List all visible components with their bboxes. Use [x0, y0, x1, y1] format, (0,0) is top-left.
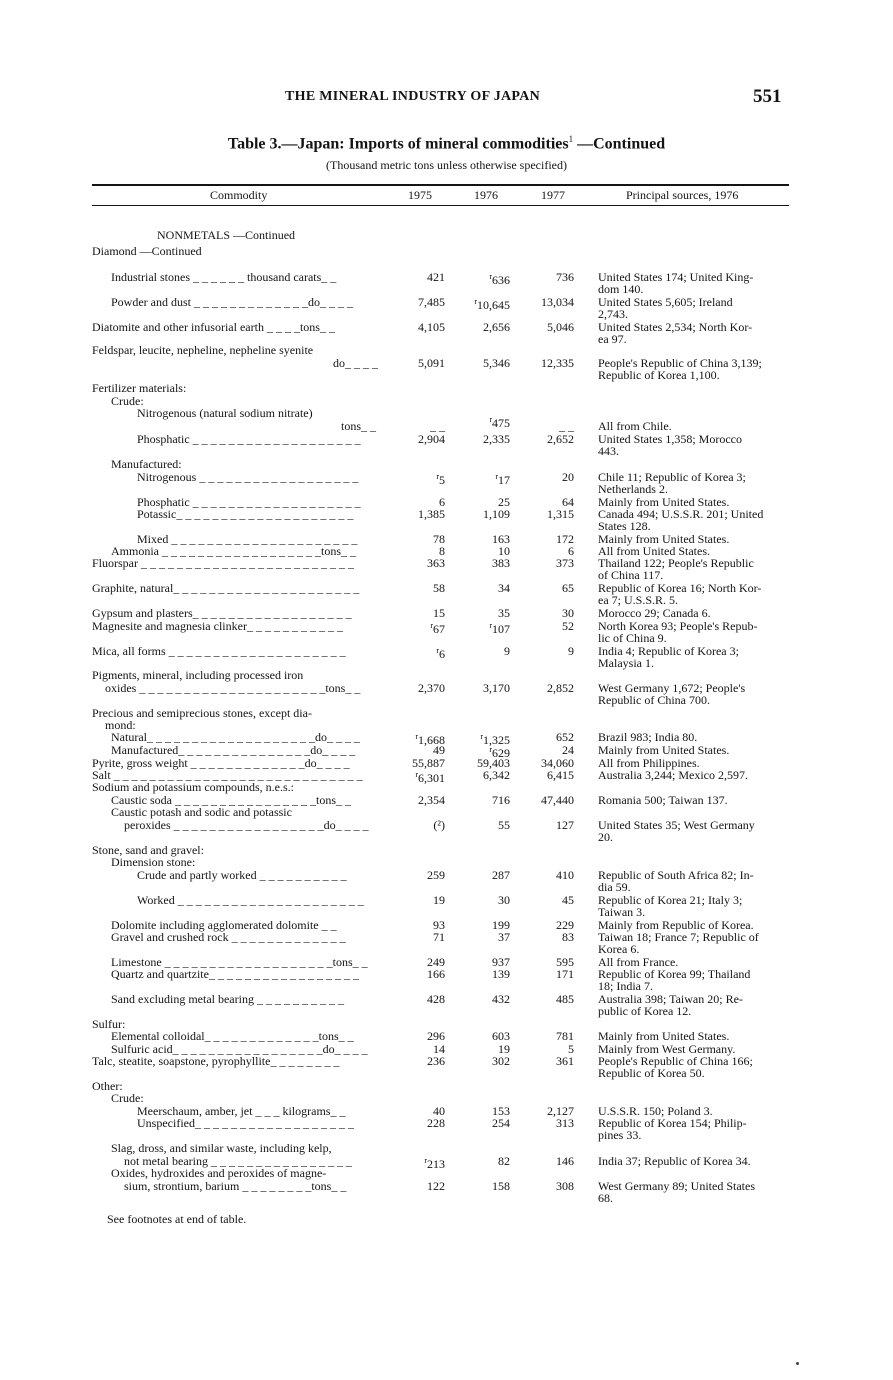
- value-1975: 363: [427, 556, 445, 570]
- principal-sources: pines 33.: [598, 1128, 642, 1142]
- table-row: [0, 805, 893, 819]
- value-1976: 5,346: [483, 356, 510, 370]
- table-row: [0, 343, 893, 357]
- value-1975: $^r$1,668: [415, 732, 445, 747]
- commodity-label: Phosphatic _ _ _ _ _ _ _ _ _ _ _ _ _ _ _ _ _ _ _: [137, 432, 361, 446]
- principal-sources: 20.: [598, 830, 613, 844]
- principal-sources: 68.: [598, 1191, 613, 1205]
- value-1976: 59,403: [477, 756, 510, 770]
- principal-sources: All from United States.: [598, 544, 710, 558]
- revised-mark: r: [480, 732, 483, 741]
- column-header-1975: 1975: [408, 188, 432, 202]
- principal-sources: Korea 6.: [598, 942, 640, 956]
- principal-sources: Mainly from United States.: [598, 495, 730, 509]
- value-1977: 6,415: [547, 768, 574, 782]
- principal-sources: India 4; Republic of Korea 3;: [598, 644, 739, 658]
- value-1977: 313: [556, 1116, 574, 1130]
- value-1975: 249: [427, 955, 445, 969]
- commodity-label: do_ _ _ _: [333, 356, 378, 370]
- principal-sources: All from France.: [598, 955, 679, 969]
- column-header-1976: 1976: [474, 188, 498, 202]
- revised-mark: r: [495, 472, 498, 481]
- commodity-label: Potassic_ _ _ _ _ _ _ _ _ _ _ _ _ _ _ _ _ _ _ _: [137, 507, 354, 521]
- revised-mark: r: [415, 770, 418, 779]
- principal-sources: dom 140.: [598, 282, 644, 296]
- value-1975: 259: [427, 868, 445, 882]
- commodity-label: Phosphatic _ _ _ _ _ _ _ _ _ _ _ _ _ _ _ _ _ _ _: [137, 495, 361, 509]
- commodity-label: Gravel and crushed rock _ _ _ _ _ _ _ _ _ _ _ _ _: [111, 930, 346, 944]
- commodity-label: Elemental colloidal_ _ _ _ _ _ _ _ _ _ _ _ _tons_ _: [111, 1029, 354, 1043]
- value-1976: 9: [504, 644, 510, 658]
- commodity-label: Natural_ _ _ _ _ _ _ _ _ _ _ _ _ _ _ _ _ _ _do_ _ _ _: [111, 730, 360, 744]
- table-row: [0, 1141, 893, 1155]
- value-1977: 45: [562, 893, 574, 907]
- value-1976: 163: [492, 532, 510, 546]
- table-row: [0, 830, 893, 844]
- value-1977: 485: [556, 992, 574, 1006]
- table-title-suffix: —Continued: [573, 135, 666, 153]
- principal-sources: Republic of Korea 99; Thailand: [598, 967, 751, 981]
- commodity-label: Manufactured:: [111, 457, 182, 471]
- commodity-label: Graphite, natural_ _ _ _ _ _ _ _ _ _ _ _ _ _ _ _ _ _ _ _ _: [92, 581, 360, 595]
- value-1977: 5,046: [547, 320, 574, 334]
- value-1976: 302: [492, 1054, 510, 1068]
- commodity-label: Ammonia _ _ _ _ _ _ _ _ _ _ _ _ _ _ _ _ _ _tons_ _: [111, 544, 356, 558]
- value-1976: 25: [498, 495, 510, 509]
- value-1976: 937: [492, 955, 510, 969]
- table-row: [0, 1029, 893, 1043]
- commodity-label: Unspecified_ _ _ _ _ _ _ _ _ _ _ _ _ _ _ _ _ _: [137, 1116, 354, 1130]
- commodity-label: Caustic soda _ _ _ _ _ _ _ _ _ _ _ _ _ _ _ _tons_ _: [111, 793, 351, 807]
- table-row: [0, 228, 893, 242]
- value-1977: 2,852: [547, 681, 574, 695]
- commodity-label: Diatomite and other infusorial earth _ _ _ _tons_ _: [92, 320, 335, 334]
- principal-sources: Canada 494; U.S.S.R. 201; United: [598, 507, 764, 521]
- value-1975: 421: [427, 270, 445, 284]
- principal-sources: Mainly from United States.: [598, 743, 730, 757]
- value-1977: 65: [562, 581, 574, 595]
- principal-sources: Republic of Korea 154; Philip-: [598, 1116, 747, 1130]
- value-1977: 736: [556, 270, 574, 284]
- value-1977: 595: [556, 955, 574, 969]
- value-1977: 361: [556, 1054, 574, 1068]
- value-1976: 37: [498, 930, 510, 944]
- value-1975: 7,485: [418, 295, 445, 309]
- value-1975: 166: [427, 967, 445, 981]
- commodity-label: Feldspar, leucite, nepheline, nepheline syenite: [92, 343, 314, 357]
- table-row: [0, 307, 893, 321]
- commodity-label: Industrial stones _ _ _ _ _ _ thousand carats_ _: [111, 270, 337, 284]
- revised-mark: r: [474, 297, 477, 306]
- principal-sources: Mainly from United States.: [598, 1029, 730, 1043]
- principal-sources: Thailand 122; People's Republic: [598, 556, 754, 570]
- footnote-reference: See footnotes at end of table.: [107, 1212, 247, 1226]
- value-1977: 2,127: [547, 1104, 574, 1118]
- principal-sources: of China 117.: [598, 568, 664, 582]
- value-1975: $^r$6,301: [415, 770, 445, 785]
- principal-sources: Republic of Korea 21; Italy 3;: [598, 893, 743, 907]
- value-1976: 383: [492, 556, 510, 570]
- table-row: [0, 855, 893, 869]
- table-row: [0, 743, 893, 760]
- value-1976: $^r$636: [489, 272, 510, 287]
- principal-sources: Brazil 983; India 80.: [598, 730, 698, 744]
- value-1977: 373: [556, 556, 574, 570]
- principal-sources: public of Korea 12.: [598, 1004, 692, 1018]
- revised-mark: r: [436, 646, 439, 655]
- principal-sources: 443.: [598, 444, 619, 458]
- table-row: [0, 1128, 893, 1142]
- value-1977: 2,652: [547, 432, 574, 446]
- value-1976: 3,170: [483, 681, 510, 695]
- value-1975: $^r$5: [436, 472, 445, 487]
- table-row: [0, 1191, 893, 1205]
- value-1975: 40: [433, 1104, 445, 1118]
- principal-sources: Australia 3,244; Mexico 2,597.: [598, 768, 748, 782]
- value-1976: 30: [498, 893, 510, 907]
- value-1975: 428: [427, 992, 445, 1006]
- commodity-label: Nitrogenous (natural sodium nitrate): [137, 406, 313, 420]
- value-1975: 14: [433, 1042, 445, 1056]
- value-1976: 716: [492, 793, 510, 807]
- commodity-label: Stone, sand and gravel:: [92, 843, 204, 857]
- scan-speck: [796, 1362, 799, 1365]
- value-1977: 171: [556, 967, 574, 981]
- principal-sources: ea 97.: [598, 332, 627, 346]
- value-1975: 228: [427, 1116, 445, 1130]
- revised-mark: r: [436, 472, 439, 481]
- principal-sources: Republic of South Africa 82; In-: [598, 868, 754, 882]
- value-1977: 13,034: [541, 295, 574, 309]
- revised-mark: r: [415, 732, 418, 741]
- revised-mark: r: [489, 415, 492, 424]
- table-row: [0, 880, 893, 894]
- value-1976: $^r$1,325: [480, 732, 510, 747]
- principal-sources: North Korea 93; People's Repub-: [598, 619, 758, 633]
- commodity-label: Crude and partly worked _ _ _ _ _ _ _ _ _ _: [137, 868, 347, 882]
- commodity-label: peroxides _ _ _ _ _ _ _ _ _ _ _ _ _ _ _ _ _do_ _ _ _: [124, 818, 369, 832]
- table-row: [0, 606, 893, 620]
- principal-sources: ea 7; U.S.S.R. 5.: [598, 593, 679, 607]
- value-1975: 2,370: [418, 681, 445, 695]
- value-1976: $^r$629: [489, 745, 510, 760]
- value-1977: 12,335: [541, 356, 574, 370]
- value-1976: $^r$10,645: [474, 297, 510, 312]
- value-1976: 2,656: [483, 320, 510, 334]
- commodity-label: Precious and semiprecious stones, except dia-: [92, 706, 312, 720]
- value-1976: 139: [492, 967, 510, 981]
- value-1975: 49: [433, 743, 445, 757]
- value-1976: 10: [498, 544, 510, 558]
- value-1976: 254: [492, 1116, 510, 1130]
- table-row: [0, 1066, 893, 1080]
- value-1975: 8: [439, 544, 445, 558]
- principal-sources: West Germany 1,672; People's: [598, 681, 746, 695]
- principal-sources: People's Republic of China 166;: [598, 1054, 753, 1068]
- table-row: [0, 244, 893, 258]
- principal-sources: 2,743.: [598, 307, 628, 321]
- principal-sources: United States 5,605; Ireland: [598, 295, 733, 309]
- commodity-label: tons_ _: [341, 419, 377, 433]
- commodity-label: Quartz and quartzite_ _ _ _ _ _ _ _ _ _ _ _ _ _ _ _ _: [111, 967, 359, 981]
- table-row: [0, 457, 893, 471]
- commodity-label: Mica, all forms _ _ _ _ _ _ _ _ _ _ _ _ _ _ _ _ _ _ _ _: [92, 644, 346, 658]
- commodity-label: Sulfuric acid_ _ _ _ _ _ _ _ _ _ _ _ _ _ _ _ _do_ _ _ _: [111, 1042, 368, 1056]
- value-1977: 229: [556, 918, 574, 932]
- value-1975: 78: [433, 532, 445, 546]
- principal-sources: United States 2,534; North Kor-: [598, 320, 753, 334]
- principal-sources: All from Philippines.: [598, 756, 700, 770]
- principal-sources: Mainly from Republic of Korea.: [598, 918, 754, 932]
- commodity-label: Mixed _ _ _ _ _ _ _ _ _ _ _ _ _ _ _ _ _ _ _ _ _: [137, 532, 358, 546]
- commodity-label: Crude:: [111, 1091, 144, 1105]
- table-subtitle: (Thousand metric tons unless otherwise specified): [326, 158, 567, 172]
- value-1976: 19: [498, 1042, 510, 1056]
- value-1975: 2,904: [418, 432, 445, 446]
- revised-mark: r: [489, 272, 492, 281]
- value-1976: 1,109: [483, 507, 510, 521]
- commodity-label: Magnesite and magnesia clinker_ _ _ _ _ _ _ _ _ _ _: [92, 619, 343, 633]
- value-1977: 52: [562, 619, 574, 633]
- commodity-label: Manufactured_ _ _ _ _ _ _ _ _ _ _ _ _ _ _do_ _ _ _: [111, 743, 356, 757]
- value-1977: 47,440: [541, 793, 574, 807]
- commodity-label: Crude:: [111, 394, 144, 408]
- table-row: [0, 668, 893, 682]
- value-1975: 122: [427, 1179, 445, 1193]
- commodity-label: Fertilizer materials:: [92, 381, 187, 395]
- value-1976: 603: [492, 1029, 510, 1043]
- value-1975: 19: [433, 893, 445, 907]
- value-1976: 2,335: [483, 432, 510, 446]
- principal-sources: Taiwan 18; France 7; Republic of: [598, 930, 759, 944]
- commodity-label: Diamond —Continued: [92, 244, 202, 258]
- commodity-label: not metal bearing _ _ _ _ _ _ _ _ _ _ _ _ _ _ _ _: [124, 1154, 352, 1168]
- commodity-label: Other:: [92, 1079, 123, 1093]
- principal-sources: Republic of China 700.: [598, 693, 710, 707]
- value-1976: 55: [498, 818, 510, 832]
- table-row: [0, 631, 893, 645]
- principal-sources: Republic of Korea 1,100.: [598, 368, 720, 382]
- value-1977: 34,060: [541, 756, 574, 770]
- principal-sources: People's Republic of China 3,139;: [598, 356, 762, 370]
- column-header-sources: Principal sources, 1976: [626, 188, 739, 202]
- principal-sources: Morocco 29; Canada 6.: [598, 606, 711, 620]
- principal-sources: dia 59.: [598, 880, 631, 894]
- value-1976: $^r$107: [489, 621, 510, 636]
- table-row: [0, 519, 893, 533]
- revised-mark: r: [430, 621, 433, 630]
- table-row: [0, 1004, 893, 1018]
- table-row: [0, 1166, 893, 1180]
- value-1976: 158: [492, 1179, 510, 1193]
- value-1976: 6,342: [483, 768, 510, 782]
- principal-sources: Chile 11; Republic of Korea 3;: [598, 470, 746, 484]
- value-1977: 410: [556, 868, 574, 882]
- revised-mark: r: [489, 745, 492, 754]
- revised-mark: r: [424, 1156, 427, 1165]
- value-1975: 6: [439, 495, 445, 509]
- value-1976: 199: [492, 918, 510, 932]
- principal-sources: Republic of Korea 16; North Kor-: [598, 581, 762, 595]
- value-1977: _ _: [559, 419, 574, 433]
- commodity-label: Sand excluding metal bearing _ _ _ _ _ _ _ _ _ _: [111, 992, 344, 1006]
- principal-sources: United States 35; West Germany: [598, 818, 755, 832]
- principal-sources: U.S.S.R. 150; Poland 3.: [598, 1104, 713, 1118]
- commodity-label: Oxides, hydroxides and peroxides of magne-: [111, 1166, 327, 1180]
- value-1975: 71: [433, 930, 445, 944]
- value-1975: 296: [427, 1029, 445, 1043]
- table-row: [0, 693, 893, 707]
- commodity-label: Pigments, mineral, including processed iron: [92, 668, 304, 682]
- commodity-label: Worked _ _ _ _ _ _ _ _ _ _ _ _ _ _ _ _ _ _ _ _ _: [137, 893, 364, 907]
- principal-sources: United States 1,358; Morocco: [598, 432, 742, 446]
- principal-sources: 18; India 7.: [598, 979, 653, 993]
- table-row: [0, 1091, 893, 1105]
- commodity-label: Salt _ _ _ _ _ _ _ _ _ _ _ _ _ _ _ _ _ _ _ _ _ _ _ _ _ _ _ _: [92, 768, 363, 782]
- principal-sources: India 37; Republic of Korea 34.: [598, 1154, 751, 1168]
- principal-sources: lic of China 9.: [598, 631, 667, 645]
- table-row: [0, 282, 893, 296]
- principal-sources: Mainly from West Germany.: [598, 1042, 736, 1056]
- commodity-label: Sulfur:: [92, 1017, 126, 1031]
- value-1976: 287: [492, 868, 510, 882]
- value-1976: 82: [498, 1154, 510, 1168]
- commodity-label: Caustic potash and sodic and potassic: [111, 805, 292, 819]
- principal-sources: Romania 500; Taiwan 137.: [598, 793, 728, 807]
- running-title: THE MINERAL INDUSTRY OF JAPAN: [285, 89, 541, 104]
- table-row: [0, 942, 893, 956]
- commodity-label: Pyrite, gross weight _ _ _ _ _ _ _ _ _ _ _ _ _do_ _ _ _: [92, 756, 350, 770]
- principal-sources: Taiwan 3.: [598, 905, 646, 919]
- value-1977: 172: [556, 532, 574, 546]
- value-1975: $^r$67: [430, 621, 445, 636]
- table-row: [0, 444, 893, 458]
- principal-sources: United States 174; United King-: [598, 270, 754, 284]
- principal-sources: States 128.: [598, 519, 651, 533]
- table-row: [0, 730, 893, 747]
- value-1975: (²): [433, 818, 445, 832]
- commodity-label: NONMETALS —Continued: [157, 228, 296, 242]
- table-title-footnote-mark: 1: [568, 134, 574, 144]
- value-1976: 432: [492, 992, 510, 1006]
- value-1975: 2,354: [418, 793, 445, 807]
- value-1976: $^r$17: [495, 472, 510, 487]
- value-1977: 781: [556, 1029, 574, 1043]
- value-1976: 34: [498, 581, 510, 595]
- value-1975: _ _: [430, 419, 445, 433]
- value-1976: 35: [498, 606, 510, 620]
- value-1975: $^r$6: [436, 646, 445, 661]
- value-1977: 146: [556, 1154, 574, 1168]
- page-number: 551: [753, 86, 782, 107]
- commodity-label: Sodium and potassium compounds, n.e.s.:: [92, 780, 294, 794]
- value-1975: 55,887: [412, 756, 445, 770]
- value-1977: 20: [562, 470, 574, 484]
- value-1977: 64: [562, 495, 574, 509]
- principal-sources: Mainly from United States.: [598, 532, 730, 546]
- table-row: [0, 568, 893, 582]
- column-header-1977: 1977: [541, 188, 565, 202]
- principal-sources: Republic of Korea 50.: [598, 1066, 705, 1080]
- value-1975: 1,385: [418, 507, 445, 521]
- value-1975: 5,091: [418, 356, 445, 370]
- commodity-label: Limestone _ _ _ _ _ _ _ _ _ _ _ _ _ _ _ _ _ _ _tons_ _: [111, 955, 368, 969]
- revised-mark: r: [489, 621, 492, 630]
- table-row: [0, 593, 893, 607]
- principal-sources: Netherlands 2.: [598, 482, 668, 496]
- principal-sources: Malaysia 1.: [598, 656, 654, 670]
- value-1975: 15: [433, 606, 445, 620]
- commodity-label: mond:: [105, 718, 136, 732]
- table-row: [0, 780, 893, 794]
- value-1977: 308: [556, 1179, 574, 1193]
- value-1977: 127: [556, 818, 574, 832]
- value-1976: $^r$475: [489, 415, 510, 430]
- commodity-label: Nitrogenous _ _ _ _ _ _ _ _ _ _ _ _ _ _ _ _ _ _: [137, 470, 359, 484]
- commodity-label: Dimension stone:: [111, 855, 196, 869]
- value-1975: 58: [433, 581, 445, 595]
- table-row: [0, 979, 893, 993]
- value-1977: 9: [568, 644, 574, 658]
- principal-sources: All from Chile.: [598, 419, 672, 433]
- table-row: [0, 413, 893, 430]
- table-row: [0, 368, 893, 382]
- principal-sources: Australia 398; Taiwan 20; Re-: [598, 992, 743, 1006]
- value-1975: 236: [427, 1054, 445, 1068]
- commodity-label: Talc, steatite, soapstone, pyrophyllite_ _ _ _ _ _ _ _: [92, 1054, 340, 1068]
- value-1976: 153: [492, 1104, 510, 1118]
- value-1977: 1,315: [547, 507, 574, 521]
- value-1975: 93: [433, 918, 445, 932]
- value-1977: 5: [568, 1042, 574, 1056]
- value-1977: 83: [562, 930, 574, 944]
- table-row: [0, 381, 893, 395]
- value-1977: 652: [556, 730, 574, 744]
- commodity-label: Fluorspar _ _ _ _ _ _ _ _ _ _ _ _ _ _ _ _ _ _ _ _ _ _ _ _: [92, 556, 354, 570]
- commodity-label: Meerschaum, amber, jet _ _ _ kilograms_ _: [137, 1104, 346, 1118]
- table-row: [0, 482, 893, 496]
- value-1977: 6: [568, 544, 574, 558]
- commodity-label: Powder and dust _ _ _ _ _ _ _ _ _ _ _ _ _do_ _ _ _: [111, 295, 353, 309]
- table-row: [0, 905, 893, 919]
- commodity-label: oxides _ _ _ _ _ _ _ _ _ _ _ _ _ _ _ _ _ _ _ _ _tons_ _: [105, 681, 361, 695]
- commodity-label: Slag, dross, and similar waste, including kelp,: [111, 1141, 332, 1155]
- value-1975: $^r$213: [424, 1156, 445, 1171]
- column-header-commodity: Commodity: [210, 188, 268, 202]
- commodity-label: Gypsum and plasters_ _ _ _ _ _ _ _ _ _ _ _ _ _ _ _ _ _: [92, 606, 352, 620]
- principal-sources: West Germany 89; United States: [598, 1179, 756, 1193]
- value-1977: 30: [562, 606, 574, 620]
- commodity-label: Dolomite including agglomerated dolomite _ _: [111, 918, 337, 932]
- value-1975: 4,105: [418, 320, 445, 334]
- table-title-text: Table 3.—Japan: Imports of mineral commodities: [227, 135, 569, 153]
- commodity-label: sium, strontium, barium _ _ _ _ _ _ _ _tons_ _: [124, 1179, 347, 1193]
- value-1977: 24: [562, 743, 574, 757]
